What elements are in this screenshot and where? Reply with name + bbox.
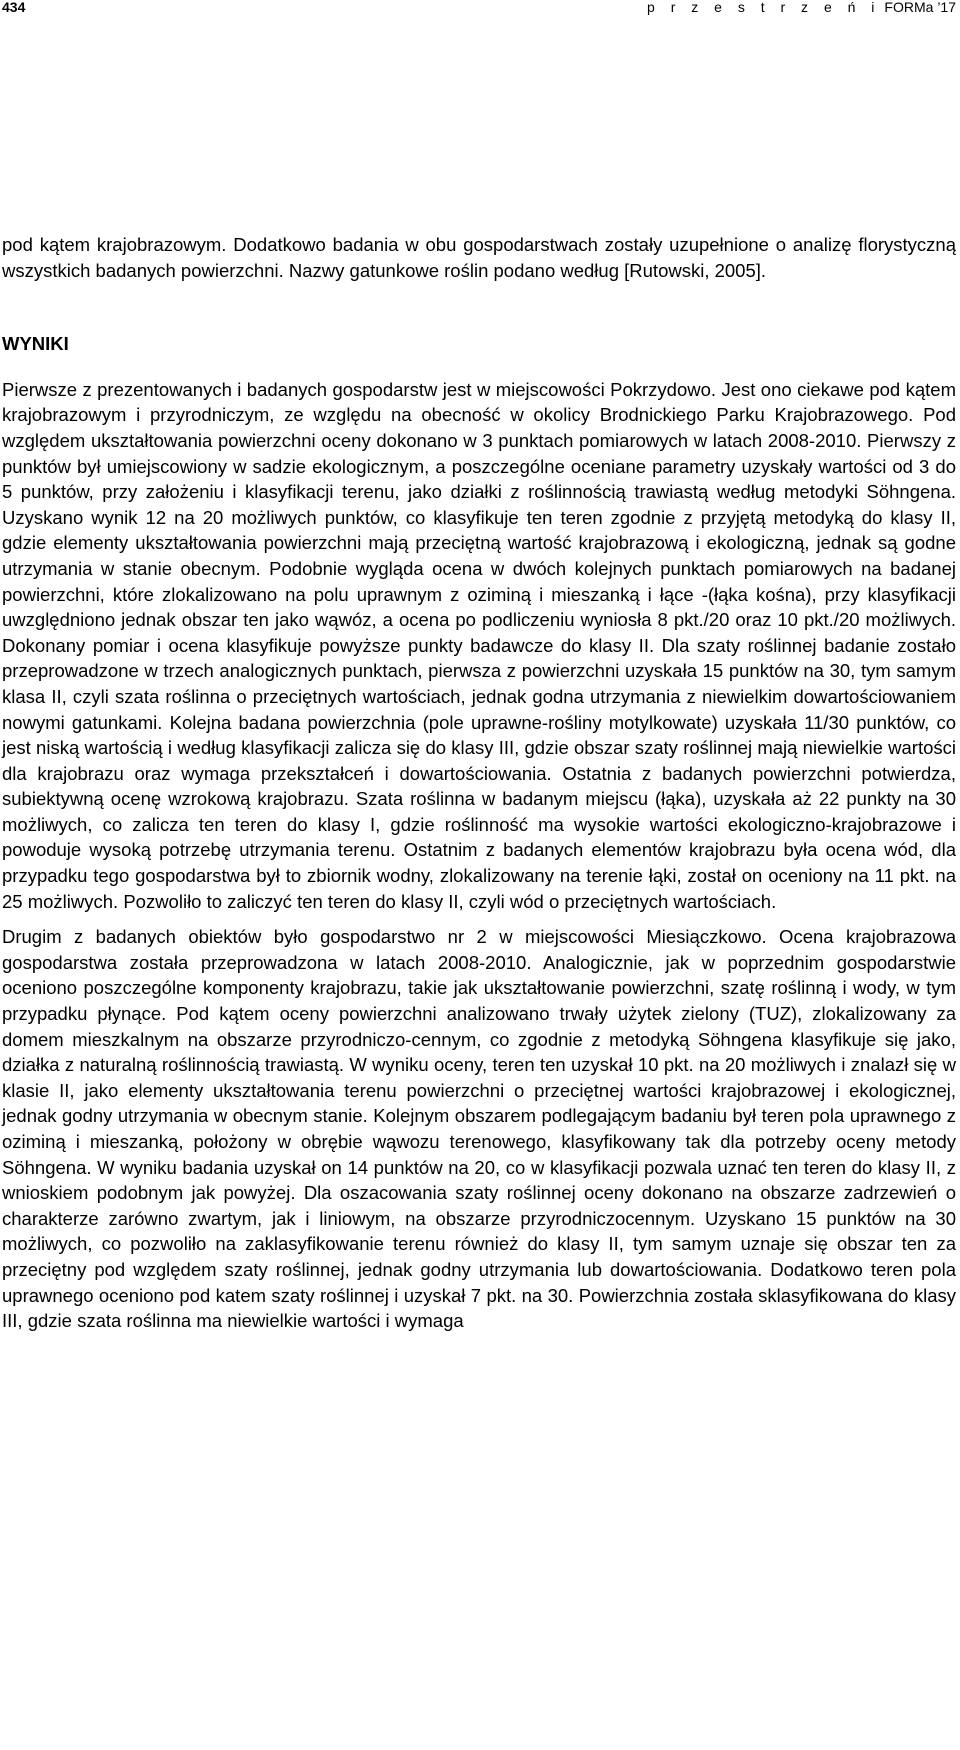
results-paragraph: Pierwsze z prezentowanych i badanych gospodarstw jest w miejscowości Pokrzydowo. Jest ono ciekawe pod kątem krajobrazowym i przyrodniczym, ze względu na obecność w okolicy Brodnickiego Parku Krajobrazowego. Pod względem ukształtowania powierzchni oceny dokonano w 3 punktach pomiarowych w latach 2008-2010. Pierwszy z punktów był umiejscowiony w sadzie ekologicznym, a poszczególne oceniane parametry uzyskały wartości od 3 do 5 punktów, przy założeniu i klasyfikacji terenu, jako działki z roślinnością trawiastą według metodyki Söhngena. Uzyskano wynik 12 na 20 możliwych punktów, co klasyfikuje ten teren zgodnie z przyjętą metodyką do klasy II, gdzie elementy ukształtowania powierzchni mają przeciętną wartość krajobrazową i ekologiczną, jednak są godne utrzymania w stanie obecnym. Podobnie wygląda ocena w dwóch kolejnych punktach pomiarowych na badanej powierzchni, które zlokalizowano na polu uprawnym z oziminą i mieszanką i łące -(łąka kośna), przy klasyfikacji uwzględniono jednak obszar ten jako wąwóz, a ocena po podliczeniu wyniosła 8 pkt./20 oraz 10 pkt./20 możliwych. Dokonany pomiar i ocena klasyfikuje powyższe punkty badawcze do klasy II. Dla szaty roślinnej badanie zostało przeprowadzone w trzech analogicznych punktach, pierwsza z powierzchni uzyskała 15 punktów na 30, tym samym klasa II, czyli szata roślinna o przeciętnych wartościach, jednak godna utrzymania z niewielkim dowartościowaniem nowymi gatunkami. Kolejna badana powierzchnia (pole uprawne-rośliny motylkowate) uzyskała 11/30 punktów, co jest niską wartością i według klasyfikacji zalicza się do klasy III, gdzie obszar szaty roślinnej mają niewielkie wartości dla krajobrazu oraz wymaga przekształceń i dowartościowania. Ostatnia z badanych powierzchni potwierdza, subiektywną ocenę wzrokową krajobrazu. Szata roślinna w badanym miejscu (łąka), uzyskała aż 22 punkty na 30 możliwych, co zalicza ten teren do klasy I, gdzie roślinność ma wysokie wartości ekologiczno-krajobrazowe i powoduje wysoką potrzebę utrzymania terenu. Ostatnim z badanych elementów krajobrazu była ocena wód, dla przypadku tego gospodarstwa był to zbiornik wodny, zlokalizowany na terenie łąki, został on oceniony na 11 pkt. na 25 możliwych. Pozwoliło to zaliczyć ten teren do klasy II, czyli wód o przeciętnych wartościach.: [2, 378, 956, 912]
page-header: [0, 0, 960, 20]
page-number: 434: [2, 0, 26, 15]
running-head: [647, 0, 956, 14]
running-head-forma: FORMa: [884, 0, 934, 15]
running-head-issue: ’17: [937, 0, 956, 15]
running-head-title: p r z e s t r z e ń i: [647, 0, 881, 15]
section-heading-results: WYNIKI: [2, 333, 69, 355]
document-body: [2, 232, 956, 1334]
intro-paragraph: pod kątem krajobrazowym. Dodatkowo badania w obu gospodarstwach zostały uzupełnione o analizę florystyczną wszystkich badanych powierzchni. Nazwy gatunkowe roślin podano według [Rutowski, 2005].: [2, 234, 956, 281]
second-farm-paragraph: Drugim z badanych obiektów było gospodarstwo nr 2 w miejscowości Miesiączkowo. Ocena krajobrazowa gospodarstwa została przeprowadzona w latach 2008-2010. Analogicznie, jak w poprzednim gospodarstwie oceniono poszczególne komponenty krajobrazu, takie jak ukształtowanie powierzchni, szatę roślinną i wody, w tym przypadku płynące. Pod kątem oceny powierzchni analizowano trwały użytek zielony (TUZ), zlokalizowany za domem mieszkalnym na obszarze przyrodniczo-cennym, co zgodnie z metodyką Söhngena klasyfikuje się jako, działka z naturalną roślinnością trawiastą. W wyniku oceny, teren ten uzyskał 10 pkt. na 20 możliwych i znalazł się w klasie II, jako elementy ukształtowania terenu powierzchni o przeciętnej wartości krajobrazowej i ekologicznej, jednak godny utrzymania w obecnym stanie. Kolejnym obszarem podlegającym badaniu był teren pola uprawnego z oziminą i mieszanką, położony w obrębie wąwozu terenowego, klasyfikowany tak dla potrzeby oceny metody Söhngena. W wyniku badania uzyskał on 14 punktów na 20, co w klasyfikacji pozwala uznać ten teren do klasy II, z wnioskiem podobnym jak powyżej. Dla oszacowania szaty roślinnej oceny dokonano na obszarze zadrzewień o charakterze zarówno zwartym, jak i liniowym, na obszarze przyrodniczocennym. Uzyskano 15 punktów na 30 możliwych, co pozwoliło na zaklasyfikowanie terenu również do klasy II, tym samym uznaje się obszar ten za przeciętny pod względem szaty roślinnej, jednak godny utrzymania lub dowartościowania. Dodatkowo teren pola uprawnego oceniono pod katem szaty roślinnej i uzyskał 7 pkt. na 30. Powierzchnia została sklasyfikowana do klasy III, gdzie szata roślinna ma niewielkie wartości i wymaga: [2, 926, 956, 1332]
